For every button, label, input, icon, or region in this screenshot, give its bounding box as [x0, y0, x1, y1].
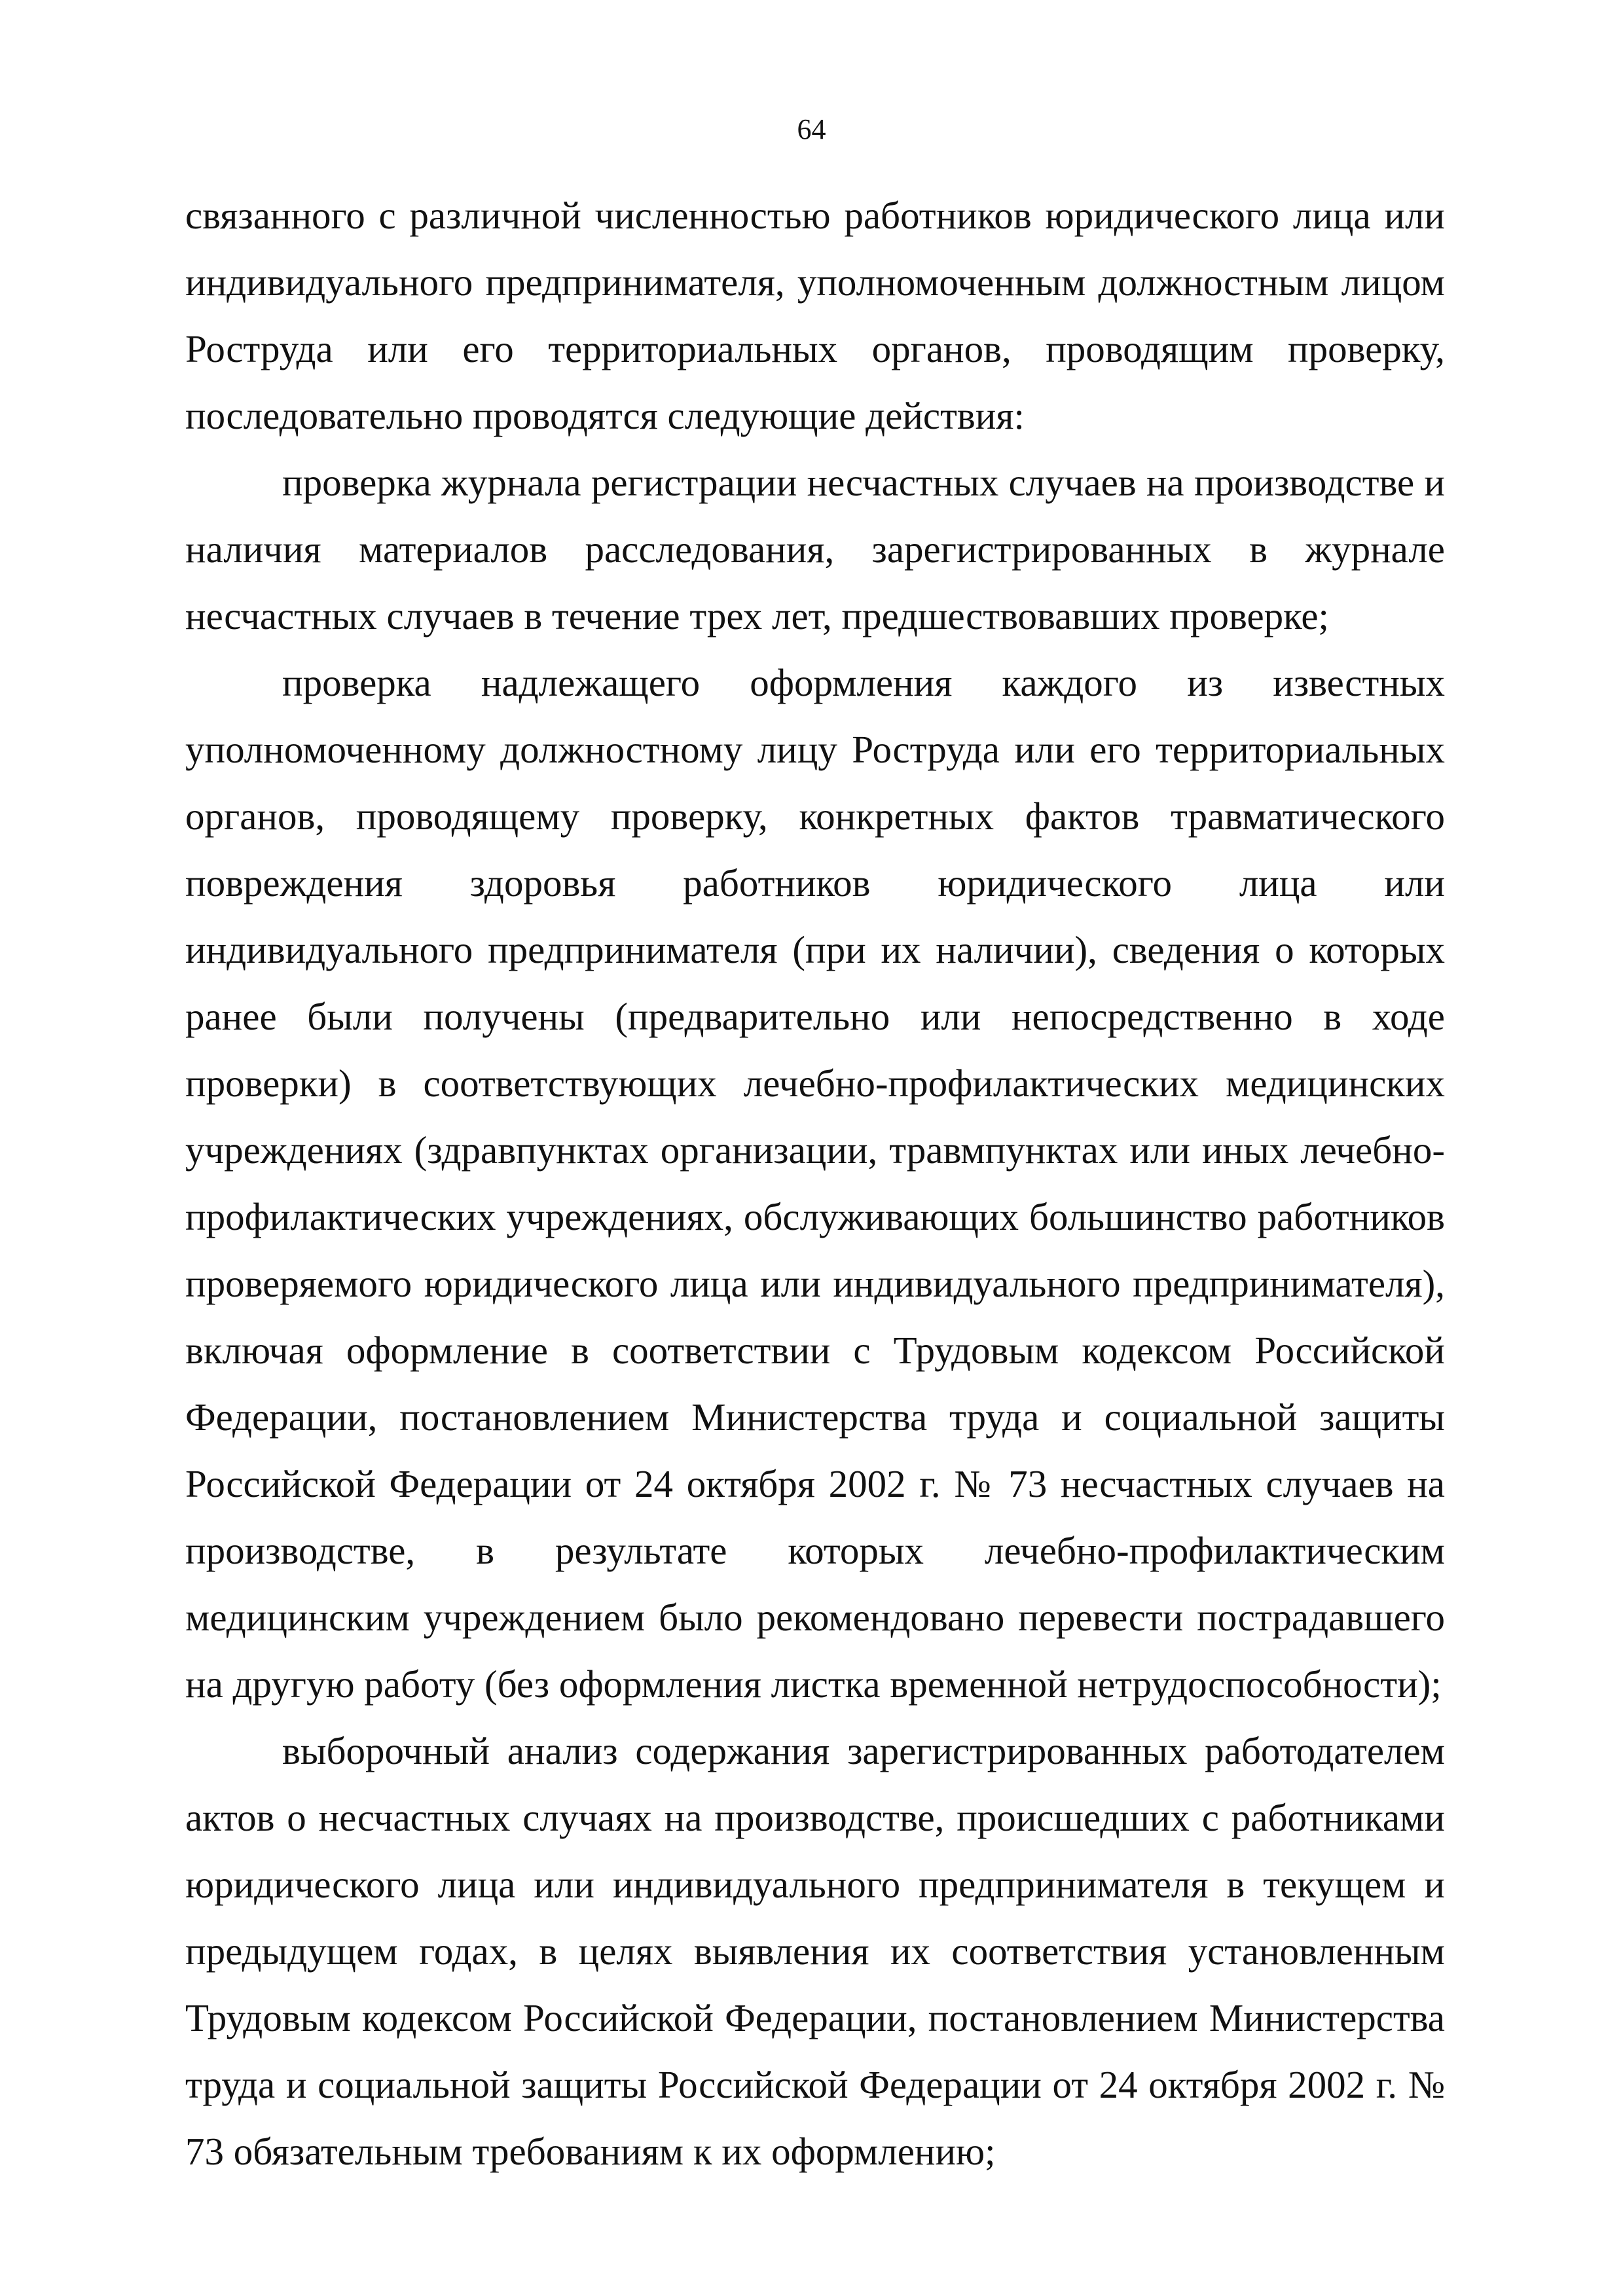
document-body: [185, 182, 1445, 2185]
page-number: 64: [797, 113, 826, 145]
paragraph-journal-check: проверка журнала регистрации несчастных случаев на производстве и наличия материалов расследования, зарегистрированных в журнале несчастных случаев в течение трех лет, предшествовавших проверке;: [185, 461, 1445, 637]
paragraph-continuation: связанного с различной численностью работников юридического лица или индивидуального предпринимателя, уполномоченным должностным лицом Роструда или его территориальных органов, проводящим проверку, последовательно проводятся следующие действия:: [185, 194, 1445, 437]
paragraph-selective-analysis: выборочный анализ содержания зарегистрированных работодателем актов о несчастных случаях на производстве, происшедших с работниками юридического лица или индивидуального предпринимателя в текущем и предыдущем годах, в целях выявления их соответствия установленным Трудовым кодексом Российской Федерации, постановлением Министерства труда и социальной защиты Российской Федерации от 24 октября 2002 г. № 73 обязательным требованиям к их оформлению;: [185, 1729, 1445, 2173]
paragraph-registration-check: проверка надлежащего оформления каждого из известных уполномоченному должностному лицу Роструда или его территориальных органов, проводящему проверку, конкретных фактов травматического повреждения здоровья работников юридического лица или индивидуального предпринимателя (при их наличии), сведения о которых ранее были получены (предварительно или непосредственно в ходе проверки) в соответствующих лечебно-профилактических медицинских учреждениях (здравпунктах организации, травмпунктах или иных лечебно-профилактических учреждениях, обслуживающих большинство работников проверяемого юридического лица или индивидуального предпринимателя), включая оформление в соответствии с Трудовым кодексом Российской Федерации, постановлением Министерства труда и социальной защиты Российской Федерации от 24 октября 2002 г. № 73 несчастных случаев на производстве, в результате которых лечебно-профилактическим медицинским учреждением было рекомендовано перевести пострадавшего на другую работу (без оформления листка временной нетрудоспособности);: [185, 661, 1445, 1706]
